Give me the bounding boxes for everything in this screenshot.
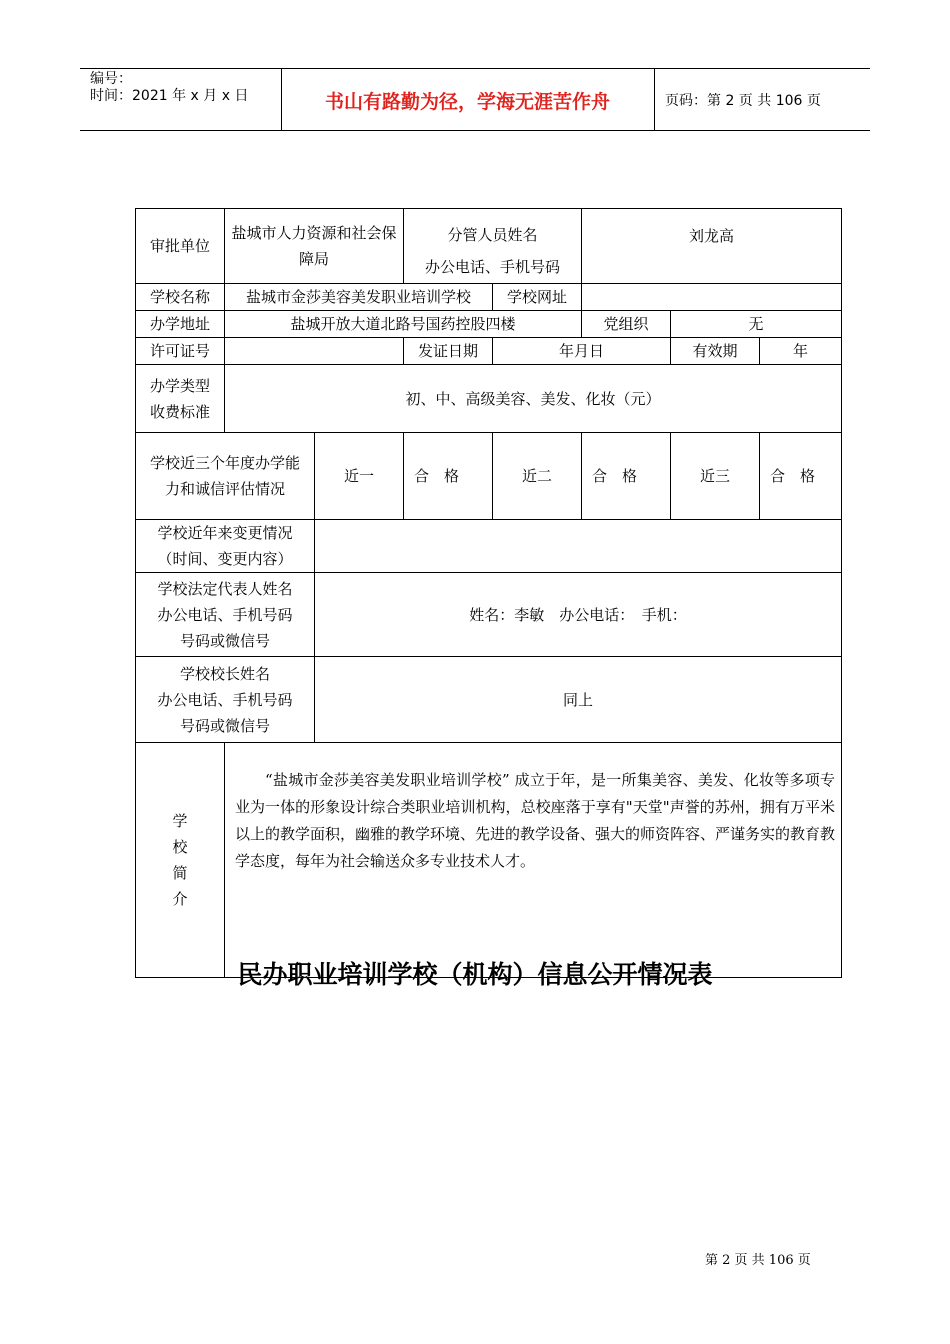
change-label-1: 学校近年来变更情况 [157, 524, 293, 542]
website-label: 学校网址 [493, 284, 582, 311]
number-label: 编号： [90, 71, 132, 87]
manager-label-2: 办公电话、手机号码 [425, 258, 561, 276]
legal-rep-label-3: 号码或微信号 [179, 631, 270, 650]
manager-label [404, 209, 582, 284]
intro-label [136, 743, 225, 978]
website-value [582, 284, 842, 311]
type-label [136, 365, 225, 433]
party-label: 党组织 [582, 311, 671, 338]
license-value [225, 338, 404, 365]
principal-label [136, 657, 315, 743]
principal-label-1: 学校校长姓名 [179, 664, 270, 683]
manager-label-1: 分管人员姓名 [447, 226, 538, 244]
legal-rep-label-2: 办公电话、手机号码 [157, 605, 293, 624]
manager-value: 刘龙高 [582, 209, 842, 284]
valid-value: 年 [760, 338, 842, 365]
intro-label-char: 介 [172, 890, 188, 908]
eval-result-3: 合 格 [760, 433, 842, 520]
type-label-1: 办学类型 [149, 376, 210, 395]
info-table [135, 208, 842, 978]
page-header [80, 68, 870, 131]
principal-value: 同上 [315, 657, 842, 743]
type-value: 初、中、高级美容、美发、化妆（元） [225, 365, 842, 433]
issue-date-value: 年月日 [493, 338, 671, 365]
principal-label-2: 办公电话、手机号码 [157, 690, 293, 709]
change-value [315, 520, 842, 573]
eval-year-3: 近三 [671, 433, 760, 520]
header-meta [90, 71, 248, 105]
type-label-2: 收费标准 [149, 402, 210, 421]
party-value: 无 [671, 311, 842, 338]
school-name-value: 盐城市金莎美容美发职业培训学校 [225, 284, 493, 311]
eval-year-1: 近一 [315, 433, 404, 520]
legal-rep-label [136, 573, 315, 657]
eval-label: 学校近三个年度办学能力和诚信评估情况 [136, 433, 315, 520]
address-value: 盐城开放大道北路号国药控股四楼 [225, 311, 582, 338]
school-name-label: 学校名称 [136, 284, 225, 311]
intro-label-char: 学 [172, 812, 188, 830]
change-label [136, 520, 315, 573]
eval-year-2: 近二 [493, 433, 582, 520]
license-label: 许可证号 [136, 338, 225, 365]
legal-rep-value: 姓名：李敏 办公电话： 手机： [315, 573, 842, 657]
valid-label: 有效期 [671, 338, 760, 365]
address-label: 办学地址 [136, 311, 225, 338]
principal-label-3: 号码或微信号 [179, 716, 270, 735]
eval-result-2: 合 格 [582, 433, 671, 520]
page-footer: 第 2 页 共 106 页 [705, 1253, 811, 1268]
eval-result-1: 合 格 [404, 433, 493, 520]
header-motto: 书山有路勤为径，学海无涯苦作舟 [324, 91, 610, 113]
intro-label-char: 校 [172, 838, 188, 856]
intro-label-char: 简 [172, 864, 188, 882]
header-divider [654, 69, 655, 130]
document-title: 民办职业培训学校（机构）信息公开情况表 [237, 960, 713, 989]
intro-text: “盐城市金莎美容美发职业培训学校” 成立于年，是一所集美容、美发、化妆等多项专业为一体的形象设计综合类职业培训机构，总校座落于享有"天堂"声誉的苏州，拥有万平米以上的教学面积，幽雅的教学环境、先进的教学设备、强大的师资阵容、严谨务实的教育教学态度，每年为社会输送众多专业技术人才。 [225, 743, 842, 978]
issue-date-label: 发证日期 [404, 338, 493, 365]
time-label: 时间：2021 年 x 月 x 日 [90, 88, 249, 104]
approval-unit-value: 盐城市人力资源和社会保障局 [225, 209, 404, 284]
legal-rep-label-1: 学校法定代表人姓名 [157, 579, 293, 598]
header-page-info: 页码：第 2 页 共 106 页 [665, 93, 821, 109]
change-label-2: （时间、变更内容） [157, 550, 293, 568]
approval-unit-label: 审批单位 [136, 209, 225, 284]
